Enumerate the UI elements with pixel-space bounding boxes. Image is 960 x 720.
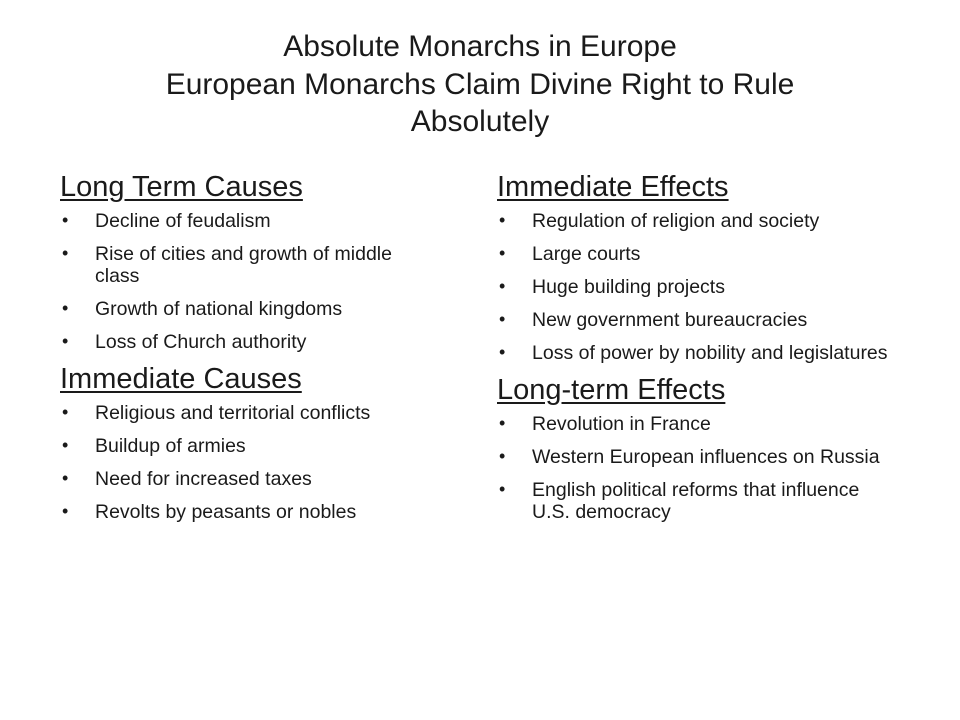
list-item: • Revolution in France: [499, 412, 711, 435]
bullet-icon: •: [62, 242, 69, 263]
list-item: • Regulation of religion and society: [499, 209, 820, 232]
slide-title: [60, 28, 900, 141]
bullet-icon: •: [62, 434, 69, 455]
title-line-3: Absolutely: [410, 105, 550, 138]
section-heading-long-term-effects: Long-term Effects: [497, 374, 726, 407]
list-item: • Religious and territorial conflicts: [62, 401, 371, 424]
bullet-icon: •: [499, 412, 506, 433]
bullet-list-immediate-causes: [60, 402, 480, 523]
list-item: • Loss of power by nobility and legislatures: [499, 342, 888, 365]
bullet-icon: •: [499, 209, 506, 230]
right-column: [497, 172, 917, 534]
bullet-icon: •: [62, 501, 69, 522]
section-heading-immediate-effects: Immediate Effects: [497, 171, 729, 203]
list-item: • Rise of cities and growth of middle class: [62, 242, 392, 287]
bullet-icon: •: [62, 297, 69, 318]
list-item: • Buildup of armies: [62, 434, 246, 457]
list-item: • New government bureaucracies: [499, 308, 808, 331]
list-item: • Loss of Church authority: [62, 331, 307, 354]
title-line-2: European Monarchs Claim Divine Right to Rule: [165, 67, 795, 101]
bullet-list-long-term-causes: [60, 210, 480, 353]
bullet-icon: •: [499, 242, 506, 263]
bullet-list-immediate-effects: [497, 210, 917, 364]
bullet-icon: •: [62, 401, 69, 422]
list-item: • Growth of national kingdoms: [62, 297, 343, 320]
section-heading-long-term-causes: Long Term Causes: [60, 171, 303, 203]
bullet-icon: •: [62, 468, 69, 488]
bullet-icon: •: [62, 209, 69, 230]
bullet-icon: •: [499, 479, 506, 499]
list-item: • Decline of feudalism: [62, 209, 271, 232]
title-line-1: Absolute Monarchs in Europe: [283, 30, 677, 63]
section-heading-immediate-causes: Immediate Causes: [60, 363, 302, 396]
list-item: • English political reforms that influence U.S. democracy: [499, 479, 860, 524]
bullet-icon: •: [62, 331, 69, 352]
list-item: • Western European influences on Russia: [499, 445, 880, 468]
left-column: [60, 172, 480, 534]
bullet-icon: •: [499, 308, 506, 329]
bullet-icon: •: [499, 275, 506, 296]
list-item: • Need for increased taxes: [62, 468, 312, 490]
bullet-list-long-term-effects: [497, 413, 917, 523]
bullet-icon: •: [499, 342, 506, 363]
list-item: • Large courts: [499, 242, 641, 265]
list-item: • Revolts by peasants or nobles: [62, 501, 357, 524]
bullet-icon: •: [499, 445, 506, 466]
list-item: • Huge building projects: [499, 275, 725, 298]
